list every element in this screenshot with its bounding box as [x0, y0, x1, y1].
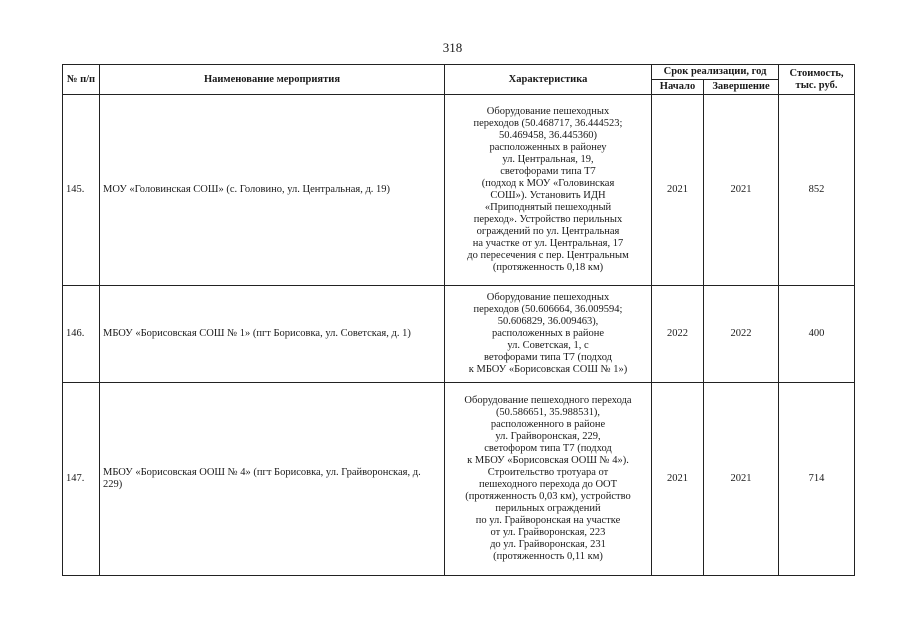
table-row: [63, 286, 855, 383]
characteristic-line: (протяженность 0,03 км), устройство: [465, 491, 631, 502]
row-cost: 714: [779, 383, 855, 576]
header-cost: Стоимость, тыс. руб.: [779, 65, 855, 95]
row-name: МБОУ «Борисовская СОШ № 1» (пгт Борисовка, ул. Советская, д. 1): [100, 286, 445, 383]
header-characteristic: Характеристика: [445, 65, 652, 95]
characteristic-line: Оборудование пешеходных: [486, 106, 610, 117]
characteristic-line: ул. Советская, 1, с: [507, 340, 589, 351]
characteristic-line: расположенных в районе: [491, 328, 605, 339]
page-number: 318: [442, 40, 463, 55]
characteristic-line: «Приподнятый пешеходный: [484, 202, 612, 213]
characteristic-line: переход». Устройство перильных: [473, 214, 623, 225]
characteristic-line: Оборудование пешеходных: [486, 292, 610, 303]
row-name: МБОУ «Борисовская ООШ № 4» (пгт Борисовка, ул. Грайворонская, д. 229): [100, 383, 445, 576]
characteristic-line: пешеходного перехода до ООТ: [478, 479, 618, 490]
characteristic-line: (протяженность 0,11 км): [493, 551, 603, 562]
characteristic-line: ул. Центральная, 19,: [502, 154, 594, 165]
row-name: МОУ «Головинская СОШ» (с. Головино, ул. Центральная, д. 19): [100, 95, 445, 286]
row-num: 146.: [63, 286, 100, 383]
table-row: [63, 383, 855, 576]
characteristic-line: светофором типа Т7 (подход: [484, 443, 612, 454]
characteristic-line: переходов (50.606664, 36.009594;: [473, 304, 623, 315]
header-num: № п/п: [63, 65, 100, 95]
row-characteristic: [445, 286, 652, 383]
characteristic-line: от ул. Грайворонская, 223: [490, 527, 606, 538]
row-num: 147.: [63, 383, 100, 576]
characteristic-line: (подход к МОУ «Головинская: [481, 178, 615, 189]
characteristic-line: ограждений по ул. Центральная: [476, 226, 620, 237]
row-end-year: 2022: [704, 286, 779, 383]
characteristic-line: перильных ограждений: [495, 503, 601, 514]
characteristic-line: светофорами типа Т7: [500, 166, 596, 177]
characteristic-line: к МБОУ «Борисовская СОШ № 1»): [468, 364, 628, 375]
characteristic-line: Строительство тротуара от: [487, 467, 609, 478]
header-name: Наименование мероприятия: [100, 65, 445, 95]
row-start-year: 2021: [652, 95, 704, 286]
measures-table: [62, 64, 855, 576]
characteristic-line: на участке от ул. Центральная, 17: [472, 238, 624, 249]
characteristic-line: (протяженность 0,18 км): [492, 262, 604, 273]
characteristic-line: ветофорами типа Т7 (подход: [483, 352, 613, 363]
row-cost: 400: [779, 286, 855, 383]
characteristic-line: переходов (50.468717, 36.444523;: [473, 118, 623, 129]
characteristic-line: к МБОУ «Борисовская ООШ № 4»).: [467, 455, 629, 466]
header-end: Завершение: [704, 80, 779, 95]
characteristic-line: расположенных в районеу: [489, 142, 607, 153]
row-start-year: 2022: [652, 286, 704, 383]
characteristic-line: до ул. Грайворонская, 231: [490, 539, 606, 550]
characteristic-line: СОШ»). Установить ИДН: [490, 190, 606, 201]
row-characteristic: [445, 95, 652, 286]
row-characteristic: [445, 383, 652, 576]
characteristic-line: расположенного в районе: [490, 419, 606, 430]
row-num: 145.: [63, 95, 100, 286]
row-end-year: 2021: [704, 95, 779, 286]
characteristic-line: 50.469458, 36.445360): [499, 130, 597, 141]
characteristic-line: (50.586651, 35.988531),: [495, 407, 601, 418]
row-start-year: 2021: [652, 383, 704, 576]
characteristic-line: ул. Грайворонская, 229,: [495, 431, 601, 442]
characteristic-line: до пересечения с пер. Центральным: [467, 250, 629, 261]
table-row: [63, 95, 855, 286]
row-cost: 852: [779, 95, 855, 286]
characteristic-line: 50.606829, 36.009463),: [497, 316, 599, 327]
header-start: Начало: [652, 80, 704, 95]
header-period: Срок реализации, год: [652, 65, 779, 80]
row-end-year: 2021: [704, 383, 779, 576]
characteristic-line: по ул. Грайворонская на участке: [475, 515, 621, 526]
characteristic-line: Оборудование пешеходного перехода: [464, 395, 632, 406]
